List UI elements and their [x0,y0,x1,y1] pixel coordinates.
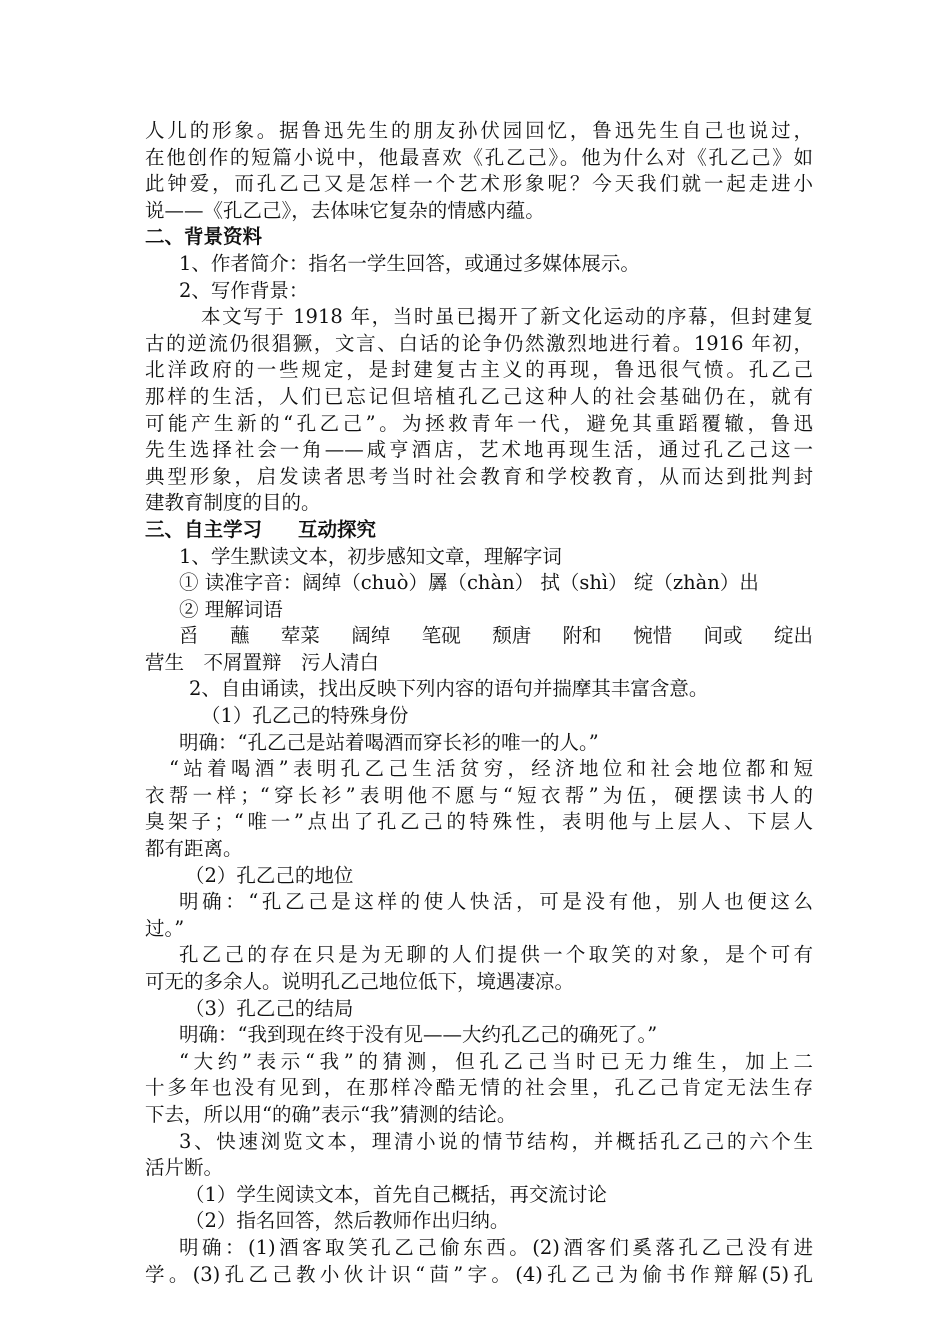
text-line: 此钟爱，而孔乙己又是怎样一个艺术形象呢？今天我们就一起走进小 [145,172,813,196]
document-page [145,118,813,1288]
vocab-word: 附和 [562,624,602,648]
text-line: 明确：“孔乙己是这样的使人快活，可是没有他，别人也便这么 [179,890,813,914]
text-line: 明确：“孔乙己是站着喝酒而穿长衫的唯一的人。” [179,730,599,754]
vocabulary-list [145,623,813,650]
text-line: “站着喝酒”表明孔乙己生活贫穷，经济地位和社会地位都和短 [169,757,813,781]
text-line: 十多年也没有见到，在那样冷酷无情的社会里，孔乙己肯定无法生存 [145,1076,813,1100]
text-line: 衣帮一样；“穿长衫”表明他不愿与“短衣帮”为伍，硬摆读书人的 [145,783,813,807]
text-line: 先生选择社会一角——咸亨酒店，艺术地再现生活，通过孔乙己这一 [145,438,813,462]
vocab-word: 阔绰 [351,624,391,648]
text-line: 孔乙己的存在只是为无聊的人们提供一个取笑的对象，是个可有 [179,943,813,967]
text-line: 2、自由诵读，找出反映下列内容的语句并揣摩其丰富含意。 [189,677,709,701]
text-line: 本文写于 1918 年，当时虽已揭开了新文化运动的序幕，但封建复 [201,305,813,329]
section-heading: 二、背景资料 [145,225,263,249]
text-line: 明确：“我到现在终于没有见——大约孔乙己的确死了。” [179,1023,658,1047]
text-line: 那样的生活，人们已忘记但培植孔乙己这种人的社会基础仍在，就有 [145,384,813,408]
text-line: 可能产生新的“孔乙己”。为拯救青年一代，避免其重蹈覆辙，鲁迅 [145,411,813,435]
text-line: ② 理解词语 [179,597,283,621]
text-line: 活片断。 [145,1156,224,1180]
text-line: 古的逆流仍很猖獗，文言、白话的论争仍然激烈地进行着。1916 年初， [145,331,813,355]
vocab-word: 蘸 [229,624,250,648]
text-line: ① 读准字音：阔绰（chuò）羼（chàn） 拭（shì） 绽（zhàn）出 [179,571,759,595]
text-line: 人儿的形象。据鲁迅先生的朋友孙伏园回忆，鲁迅先生自己也说过， [145,119,813,142]
text-line: 下去，所以用“的确”表示“我”猜测的结论。 [145,1102,517,1126]
text-line: 1、学生默读文本，初步感知文章，理解字词 [179,544,562,568]
text-line: 2、写作背景： [179,278,309,302]
vocab-word: 荤菜 [280,624,320,648]
text-line: （3）孔乙己的结局 [185,996,354,1020]
vocab-word: 笔砚 [421,624,461,648]
text-line: 都有距离。 [145,837,243,861]
section-heading [145,517,813,544]
text-line: 说——《孔乙己》，去体味它复杂的情感内蕴。 [145,198,545,222]
section-heading-part1: 三、自主学习 [145,517,263,541]
text-line: （2）孔乙己的地位 [185,863,354,887]
text-line: 典型形象，启发读者思考当时社会教育和学校教育，从而达到批判封 [145,464,813,488]
text-line: 3、快速浏览文本，理清小说的情节结构，并概括孔乙己的六个生 [179,1129,813,1153]
text-line: 可无的多余人。说明孔乙己地位低下，境遇凄凉。 [145,970,575,993]
text-line: “大约”表示“我”的猜测，但孔乙己当时已无力维生，加上二 [179,1049,813,1073]
vocab-word: 绽出 [773,624,813,648]
text-line: 北洋政府的一些规定，是封建复古主义的再现，鲁迅很气愤。孔乙己 [145,358,813,382]
text-line: 学。(3)孔乙己教小伙计识“茴”字。(4)孔乙己为偷书作辩解(5)孔 [145,1262,813,1286]
text-line: （2）指名回答，然后教师作出归纳。 [185,1209,510,1233]
text-line: 明确：(1)酒客取笑孔乙己偷东西。(2)酒客们奚落孔乙己没有进 [179,1235,813,1259]
vocab-word: 舀 [179,624,199,648]
text-line: 营生 不屑置辩 污人清白 [145,650,380,674]
text-line: 过。” [145,916,185,940]
vocab-word: 惋惜 [633,624,673,648]
vocab-word: 颓唐 [492,624,532,648]
text-line: （1）学生阅读文本，首先自己概括，再交流讨论 [185,1182,607,1206]
text-line: 1、作者简介：指名一学生回答，或通过多媒体展示。 [179,251,640,275]
text-line: 在他创作的短篇小说中，他最喜欢《孔乙己》。他为什么对《孔乙己》如 [145,145,813,169]
vocab-word: 间或 [703,624,743,648]
section-heading-part2: 互动探究 [298,517,377,541]
text-line: 臭架子；“唯一”点出了孔乙己的特殊性，表明他与上层人、下层人 [145,810,813,834]
text-line: 建教育制度的目的。 [145,491,321,515]
text-line: （1）孔乙己的特殊身份 [201,704,409,728]
